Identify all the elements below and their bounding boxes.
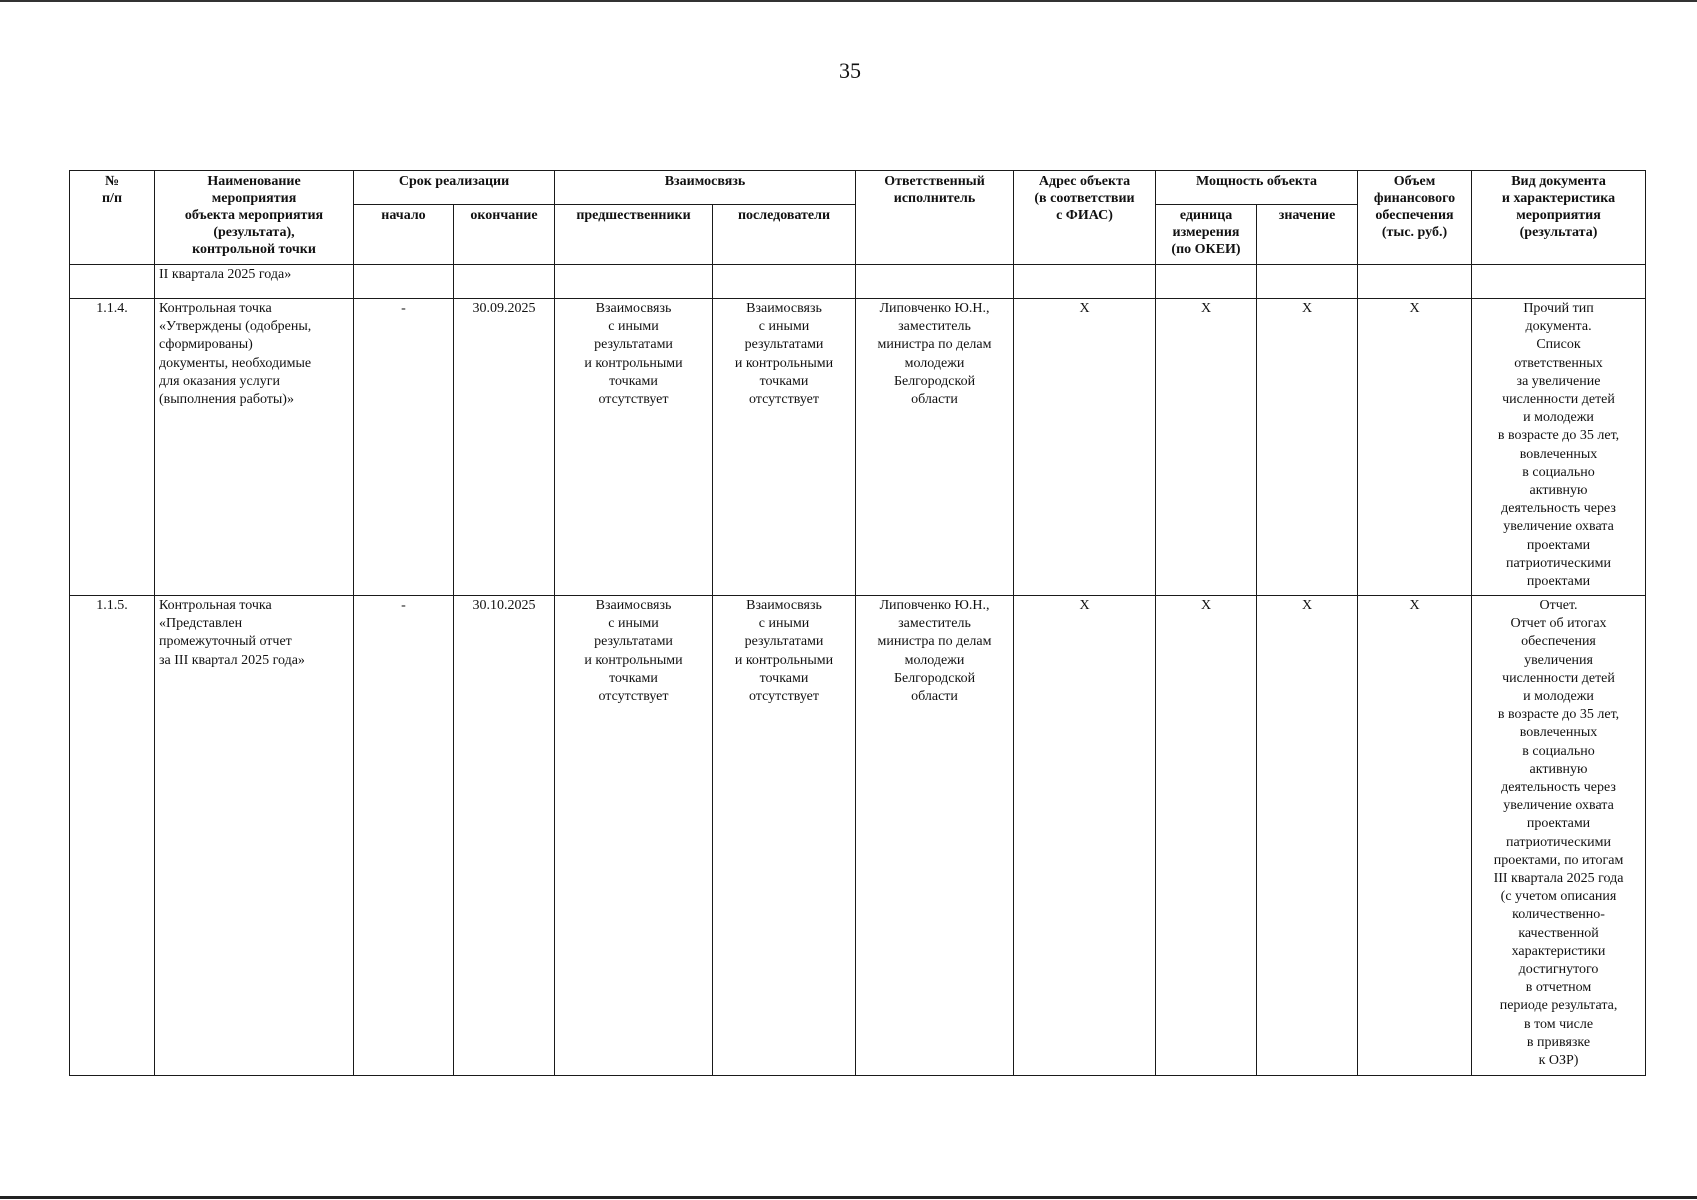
cell-funding: X <box>1358 299 1472 596</box>
header-relation: Взаимосвязь <box>555 171 856 205</box>
header-address: Адрес объекта (в соответствии с ФИАС) <box>1014 171 1156 265</box>
header-predecessors: предшественники <box>555 205 713 265</box>
header-responsible: Ответственный исполнитель <box>856 171 1014 265</box>
cell-address: X <box>1014 299 1156 596</box>
cell-doc <box>1472 265 1646 299</box>
cell-address <box>1014 265 1156 299</box>
header-period: Срок реализации <box>354 171 555 205</box>
cell-doc: Отчет. Отчет об итогах обеспечения увеличения численности детей и молодежи в возрасте до 35 лет, вовлеченных в социально активную деятельность через увеличение охвата проектами патриотическими проектами, по итогам III квартала 2025 года (с учетом описания количественно- качественной характеристики достигнутого в отчетном периоде результата, в том числе в привязке к ОЗР) <box>1472 596 1646 1076</box>
cell-value <box>1257 265 1358 299</box>
cell-successors: Взаимосвязь с иными результатами и контрольными точками отсутствует <box>713 299 856 596</box>
page-number: 35 <box>839 58 861 83</box>
header-start: начало <box>354 205 454 265</box>
header-doc: Вид документа и характеристика мероприятия (результата) <box>1472 171 1646 265</box>
cell-predecessors <box>555 265 713 299</box>
cell-end <box>454 265 555 299</box>
cell-num: 1.1.5. <box>70 596 155 1076</box>
header-num: № п/п <box>70 171 155 265</box>
cell-start: - <box>354 299 454 596</box>
cell-num: 1.1.4. <box>70 299 155 596</box>
cell-successors <box>713 265 856 299</box>
cell-unit: X <box>1156 596 1257 1076</box>
header-value: значение <box>1257 205 1358 265</box>
cell-num <box>70 265 155 299</box>
cell-funding <box>1358 265 1472 299</box>
scan-bottom-border <box>0 1196 1697 1199</box>
header-unit: единица измерения (по ОКЕИ) <box>1156 205 1257 265</box>
cell-responsible: Липовченко Ю.Н., заместитель министра по делам молодежи Белгородской области <box>856 596 1014 1076</box>
scan-top-border <box>0 0 1697 2</box>
cell-end: 30.10.2025 <box>454 596 555 1076</box>
cell-doc: Прочий тип документа. Список ответственных за увеличение численности детей и молодежи в возрасте до 35 лет, вовлеченных в социально активную деятельность через увеличение охвата проектами патриотическими проектами <box>1472 299 1646 596</box>
cell-unit <box>1156 265 1257 299</box>
cell-unit: X <box>1156 299 1257 596</box>
cell-start: - <box>354 596 454 1076</box>
cell-predecessors: Взаимосвязь с иными результатами и контрольными точками отсутствует <box>555 596 713 1076</box>
events-table <box>69 170 1646 1076</box>
cell-name: Контрольная точка «Представлен промежуточный отчет за III квартал 2025 года» <box>155 596 354 1076</box>
cell-responsible <box>856 265 1014 299</box>
cell-name: Контрольная точка «Утверждены (одобрены, сформированы) документы, необходимые для оказания услуги (выполнения работы)» <box>155 299 354 596</box>
cell-value: X <box>1257 596 1358 1076</box>
cell-end: 30.09.2025 <box>454 299 555 596</box>
table-row <box>70 596 1646 1076</box>
header-end: окончание <box>454 205 555 265</box>
header-funding: Объем финансового обеспечения (тыс. руб.) <box>1358 171 1472 265</box>
cell-start <box>354 265 454 299</box>
cell-value: X <box>1257 299 1358 596</box>
header-capacity: Мощность объекта <box>1156 171 1358 205</box>
cell-address: X <box>1014 596 1156 1076</box>
cell-name: II квартала 2025 года» <box>155 265 354 299</box>
table-row <box>70 299 1646 596</box>
cell-predecessors: Взаимосвязь с иными результатами и контрольными точками отсутствует <box>555 299 713 596</box>
header-name: Наименование мероприятия объекта мероприятия (результата), контрольной точки <box>155 171 354 265</box>
cell-funding: X <box>1358 596 1472 1076</box>
header-successors: последователи <box>713 205 856 265</box>
table-row-continuation <box>70 265 1646 299</box>
cell-successors: Взаимосвязь с иными результатами и контрольными точками отсутствует <box>713 596 856 1076</box>
cell-responsible: Липовченко Ю.Н., заместитель министра по делам молодежи Белгородской области <box>856 299 1014 596</box>
